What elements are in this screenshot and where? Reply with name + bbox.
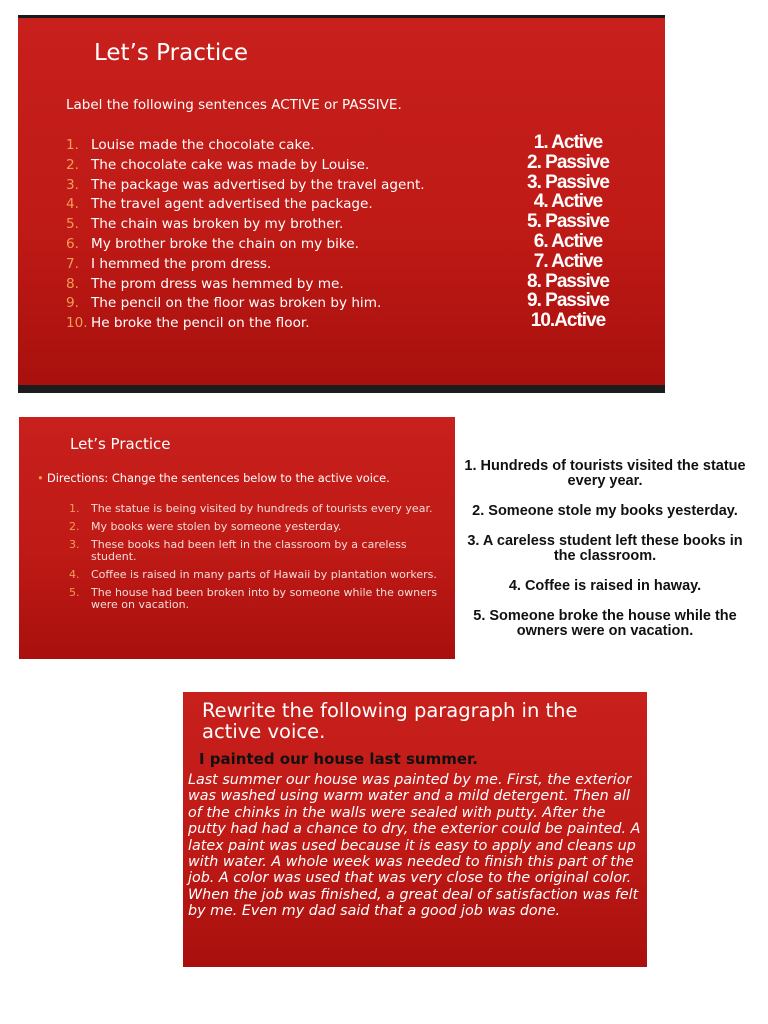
sentence-list	[69, 503, 444, 617]
item-number: 4.	[66, 196, 79, 213]
list-item	[66, 215, 425, 235]
item-text: My books were stolen by someone yesterday.	[91, 520, 342, 533]
list-item	[66, 136, 425, 156]
slide-title: Let’s Practice	[94, 40, 249, 66]
item-number: 10.	[66, 315, 88, 332]
item-text: The chain was broken by my brother.	[91, 216, 344, 233]
item-number: 5.	[66, 216, 79, 233]
item-text: The statue is being visited by hundreds of tourists every year.	[91, 502, 433, 515]
list-item	[69, 587, 444, 611]
handwritten-answers	[460, 459, 750, 654]
list-item	[66, 275, 425, 295]
item-number: 1.	[69, 502, 80, 515]
item-number: 3.	[66, 176, 79, 193]
item-text: The travel agent advertised the package.	[91, 196, 373, 213]
answer-item: 4. Active	[533, 191, 603, 213]
list-item	[66, 176, 425, 196]
item-number: 7.	[66, 255, 79, 272]
item-number: 2.	[69, 520, 80, 533]
sentence-list	[66, 136, 425, 334]
slide-instruction: Label the following sentences ACTIVE or PASSIVE.	[66, 97, 402, 113]
directions-text: Directions: Change the sentences below to the active voice.	[47, 471, 390, 485]
item-text: Coffee is raised in many parts of Hawaii by plantation workers.	[91, 568, 437, 581]
answer-item: 10.Active	[530, 310, 606, 332]
item-text: He broke the pencil on the floor.	[91, 315, 310, 332]
item-text: The house had been broken into by someone while the owners were on vacation.	[91, 586, 438, 611]
answer-item: 7. Active	[533, 250, 603, 272]
list-item	[66, 255, 425, 275]
answer-item: 6. Active	[533, 230, 603, 252]
item-text: I hemmed the prom dress.	[91, 255, 272, 272]
paragraph-text: Last summer our house was painted by me. First, the exterior was washed using warm water and a mild detergent. Then all of the chinks in the walls were sealed with putty. After the putty had had a chance to dry, the exterior could be painted. A latex paint was used because it is easy to apply and cleans up with water. A whole week was needed to finish this part of the job. A color was used that was very close to the original color. When the job was finished, a great deal of satisfaction was felt by me. Even my dad said that a good job was done.	[188, 772, 641, 920]
slide-rewrite-paragraph	[183, 692, 647, 967]
list-item	[66, 235, 425, 255]
item-number: 3.	[69, 538, 80, 551]
item-number: 9.	[66, 295, 79, 312]
list-item	[69, 503, 444, 515]
item-text: The pencil on the floor was broken by him.	[91, 295, 382, 312]
answer-item: 5. Passive	[527, 211, 609, 233]
answer-item: 3. A careless student left these books in the classroom.	[467, 533, 743, 564]
item-text: The package was advertised by the travel agent.	[91, 176, 425, 193]
list-item	[66, 156, 425, 176]
item-number: 6.	[66, 235, 79, 252]
list-item	[66, 314, 425, 334]
item-number: 5.	[69, 586, 80, 599]
answer-item: 5. Someone broke the house while the owners were on vacation.	[473, 608, 737, 639]
slide-change-to-active	[19, 417, 455, 659]
list-item	[69, 521, 444, 533]
list-item	[69, 569, 444, 581]
answer-item: 2. Someone stole my books yesterday.	[472, 503, 738, 519]
list-item	[69, 539, 444, 563]
answer-item: 1. Active	[533, 132, 603, 153]
directions	[37, 471, 447, 485]
item-text: These books had been left in the classroom by a careless student.	[91, 538, 407, 563]
answer-item: 9. Passive	[527, 290, 609, 312]
item-text: Louise made the chocolate cake.	[91, 137, 315, 153]
answer-list	[498, 133, 638, 331]
slide-bottom-bar	[18, 385, 665, 393]
item-text: My brother broke the chain on my bike.	[91, 235, 359, 252]
answer-item: 3. Passive	[527, 171, 609, 193]
item-number: 1.	[66, 137, 79, 153]
answer-item: 1. Hundreds of tourists visited the statue every year.	[464, 458, 746, 489]
slide-title: Rewrite the following paragraph in the active voice.	[202, 699, 578, 743]
list-item	[66, 195, 425, 215]
answer-item: 2. Passive	[527, 151, 609, 173]
bullet-icon: •	[37, 471, 44, 485]
list-item	[66, 294, 425, 314]
answer-item: 8. Passive	[527, 270, 609, 292]
slide-title: Let’s Practice	[70, 435, 171, 453]
item-number: 2.	[66, 156, 79, 173]
item-text: The prom dress was hemmed by me.	[91, 275, 344, 292]
answer-sentence: I painted our house last summer.	[199, 750, 478, 768]
item-text: The chocolate cake was made by Louise.	[91, 156, 370, 173]
slide-label-active-passive	[18, 15, 665, 393]
item-number: 8.	[66, 275, 79, 292]
answer-item: 4. Coffee is raised in haway.	[508, 578, 702, 594]
item-number: 4.	[69, 568, 80, 581]
